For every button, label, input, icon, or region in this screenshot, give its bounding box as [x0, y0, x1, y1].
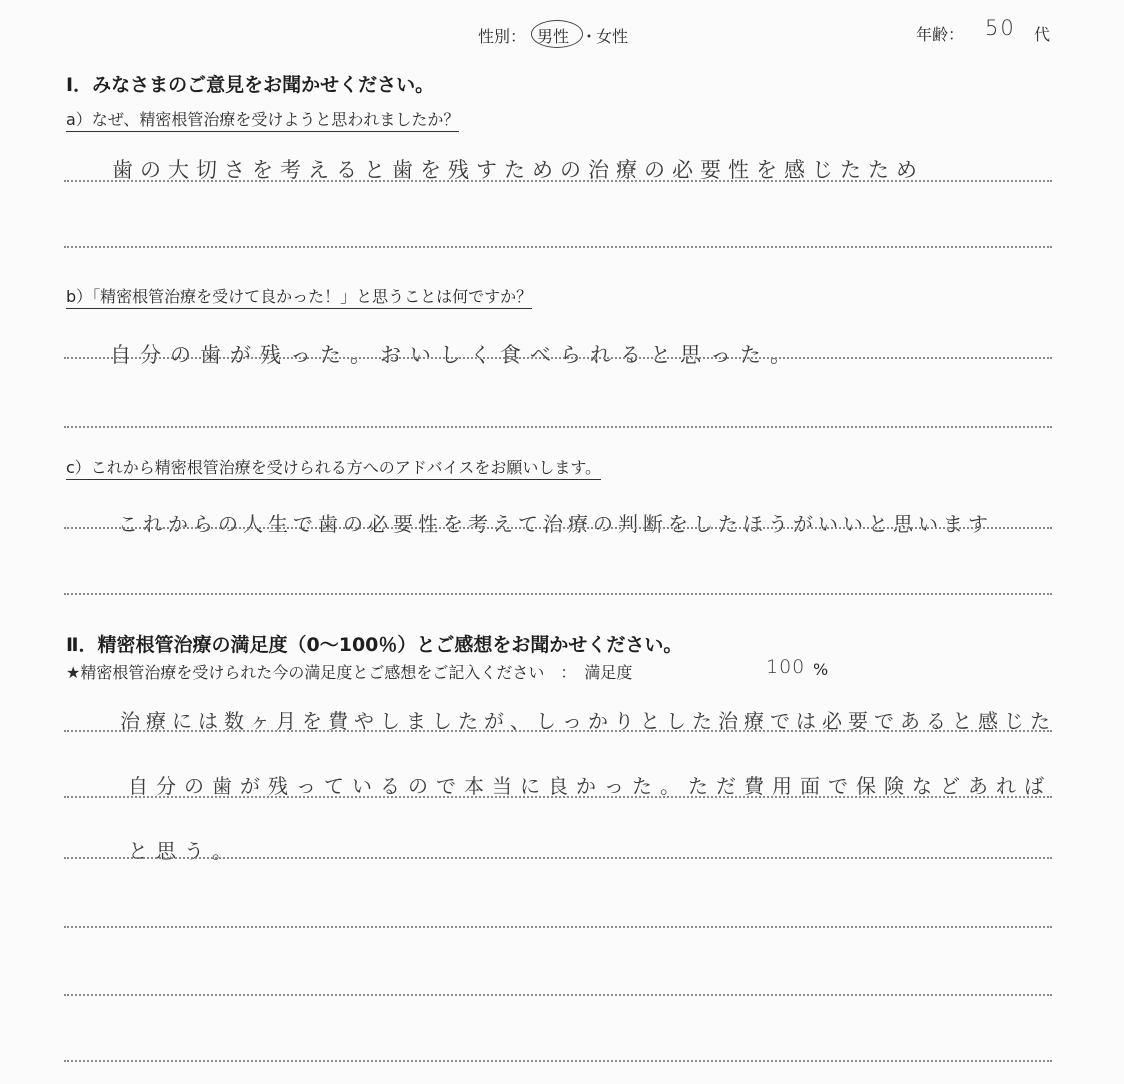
answer-line: [64, 857, 1052, 859]
age-label: 年齢：: [916, 25, 965, 44]
answer-line: [64, 926, 1052, 928]
question-a: a）なぜ、精密根管治療を受けようと思われましたか？: [66, 107, 459, 132]
answer-line: [64, 527, 1052, 529]
age-suffix: 代: [1034, 25, 1051, 44]
feedback-line-1: 治療には数ヶ月を費やしましたが、しっかりとした治療では必要であると感じた: [120, 709, 1056, 733]
gender-option-female: 女性: [596, 27, 629, 46]
question-b: b）「精密根管治療を受けて良かった！」と思うことは何ですか？: [66, 284, 532, 309]
satisfaction-unit: %: [813, 660, 829, 679]
section2-title: Ⅱ．精密根管治療の満足度（0～100％）とご感想をお聞かせください。: [66, 634, 683, 656]
answer-line: [64, 994, 1052, 996]
gender-option-male: 男性: [537, 27, 570, 46]
answer-c: これからの人生で歯の必要性を考えて治療の判断をしたほうがいいと思います: [118, 512, 993, 536]
answer-line: [64, 1060, 1052, 1062]
answer-line: [64, 593, 1052, 595]
gender-label: 性別：: [478, 27, 527, 46]
gender-separator: ・: [581, 27, 598, 46]
answer-line: [64, 730, 1052, 732]
answer-line: [64, 796, 1052, 798]
satisfaction-value: 100: [766, 656, 806, 678]
satisfaction-instruction: ★精密根管治療を受けられた今の満足度とご感想をご記入ください ： 満足度: [66, 663, 633, 682]
answer-line: [64, 357, 1052, 359]
answer-line: [64, 180, 1052, 182]
feedback-line-3: と思う。: [128, 839, 240, 863]
question-c: c）これから精密根管治療を受けられる方へのアドバイスをお願いします。: [66, 455, 601, 480]
section1-title: Ⅰ．みなさまのご意見をお聞かせください。: [66, 74, 435, 96]
answer-b: 自分の歯が残った。おいしく食べられると思った。: [110, 343, 800, 367]
answer-line: [64, 246, 1052, 248]
answer-a: 歯の大切さを考えると歯を残すための治療の必要性を感じたため: [112, 158, 924, 182]
feedback-line-2: 自分の歯が残っているので本当に良かった。ただ費用面で保険などあれば: [128, 774, 1052, 798]
male-selection-circle: [531, 20, 583, 48]
answer-line: [64, 426, 1052, 428]
age-value: 50: [985, 16, 1016, 40]
